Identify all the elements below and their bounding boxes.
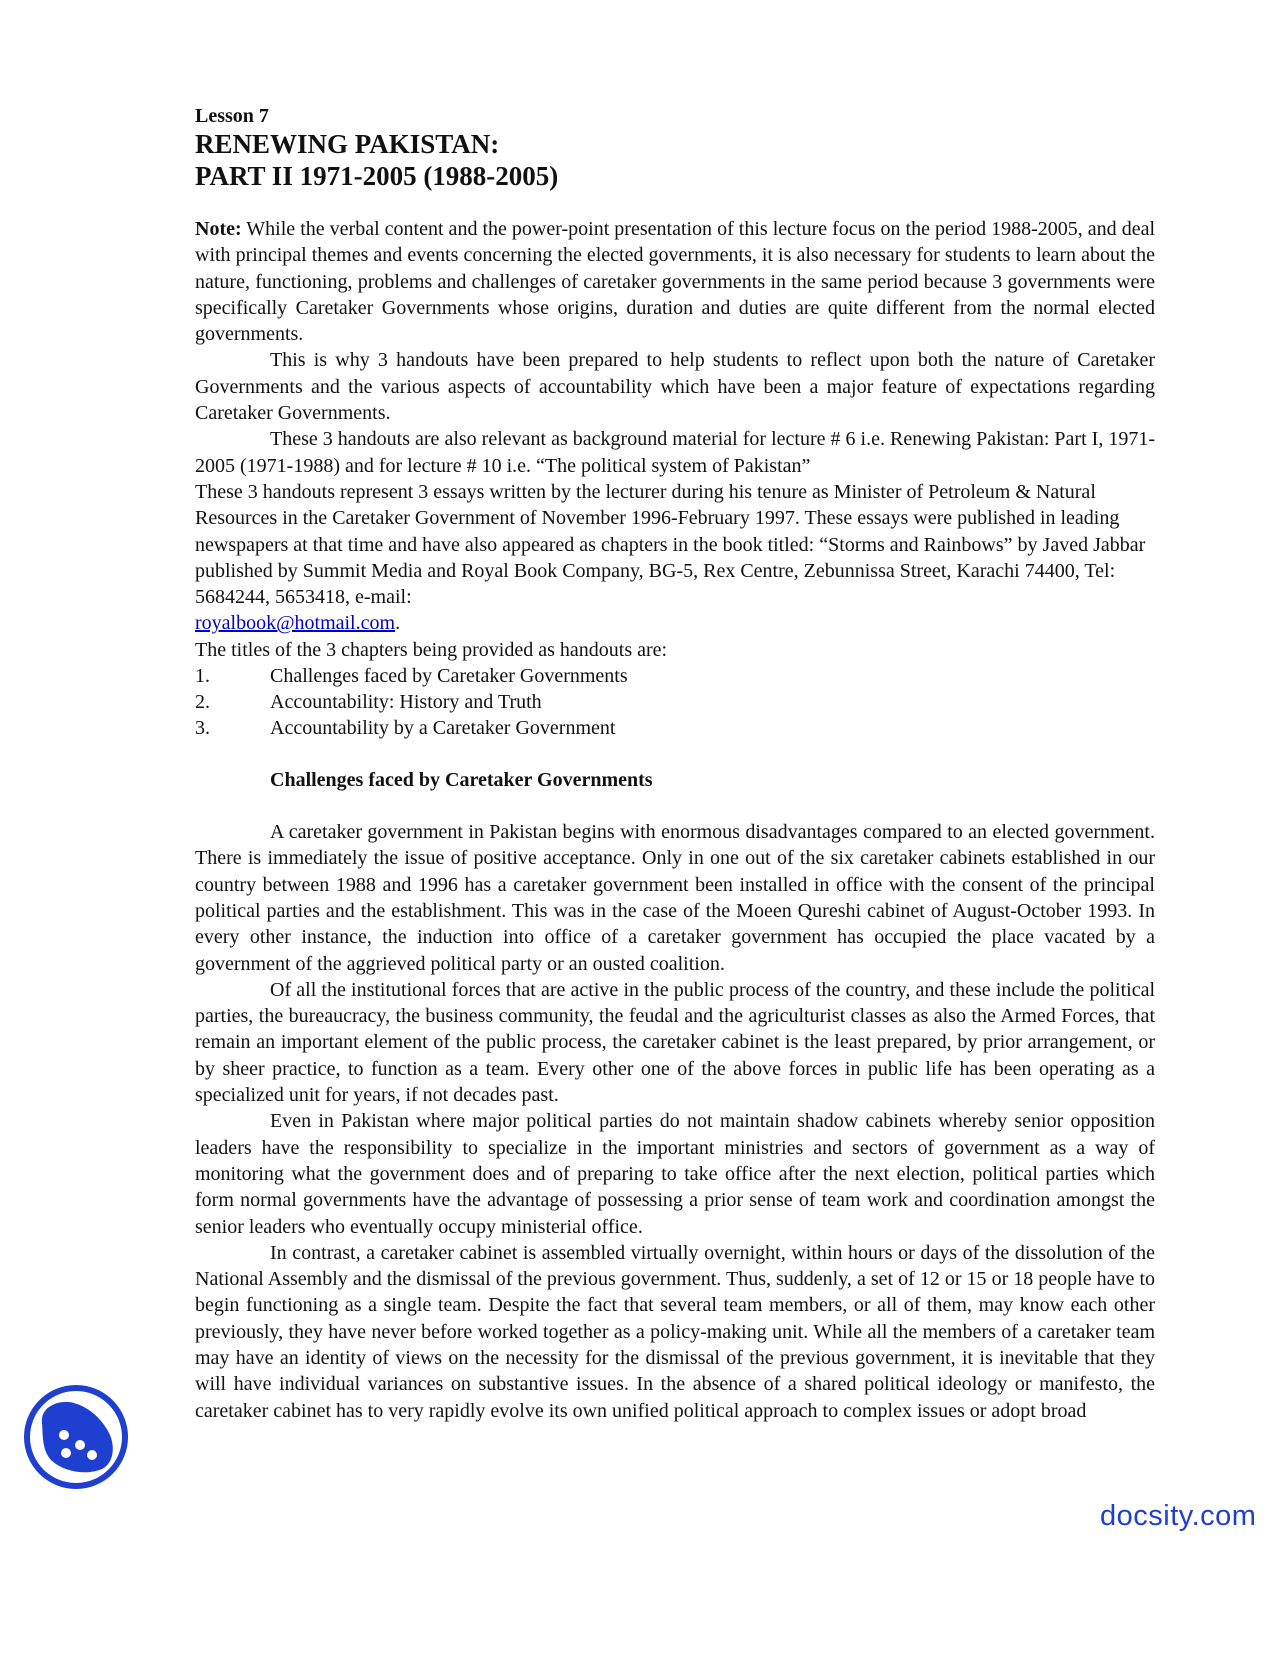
handouts-text: These 3 handouts represent 3 essays written by the lecturer during his tenure as Minister of Petroleum & Natural Resources in the Caretaker Government of November 1996-February 1997. These essays were published in leading newspapers at that time and have also appeared as chapters in the book titled: “Storms and Rainbows” by Javed Jabbar published by Summit Media and Royal Book Company, BG-5, Rex Centre, Zebunnissa Street, Karachi 74400, Tel: 5684244, 5653418, e-mail:	[195, 480, 1146, 609]
list-item	[195, 663, 1155, 689]
titles-intro: The titles of the 3 chapters being provided as handouts are:	[195, 638, 668, 661]
lesson-label: Lesson 7	[195, 105, 269, 127]
list-item-number: 1.	[195, 665, 210, 688]
list-item-number: 2.	[195, 691, 210, 714]
page-title-line1: RENEWING PAKISTAN:	[195, 129, 500, 159]
note-paragraph	[195, 216, 1155, 347]
list-item-title: Challenges faced by Caretaker Governments	[270, 665, 628, 688]
list-item-title: Accountability: History and Truth	[270, 691, 542, 714]
email-suffix: .	[395, 612, 401, 635]
page-title-line2: PART II 1971-2005 (1988-2005)	[195, 161, 559, 191]
docsity-brand-text: docsity.com	[1100, 1500, 1257, 1532]
list-item-number: 3.	[195, 717, 210, 740]
document-page	[195, 104, 1155, 1424]
list-item	[195, 715, 1155, 741]
section-paragraph-1: A caretaker government in Pakistan begins with enormous disadvantages compared to an elected government. There is immediately the issue of positive acceptance. Only in one out of the six caretaker cabinets established in our country between 1988 and 1996 has a caretaker government been installed in office with the consent of the principal political parties and the establishment. This was in the case of the Moeen Qureshi cabinet of August-October 1993. In every other instance, the induction into office of a caretaker government has occupied the place vacated by a government of the aggrieved political party or an ousted coalition.	[195, 821, 1155, 975]
chapter-list	[195, 663, 1155, 741]
section-paragraph-4: In contrast, a caretaker cabinet is assembled virtually overnight, within hours or days of the dissolution of the National Assembly and the dismissal of the previous government. Thus, suddenly, a set of 12 or 15 or 18 people have to begin functioning as a single team. Despite the fact that several team members, or all of them, may know each other previously, they have never before worked together as a policy-making unit. While all the members of a caretaker team may have an identity of views on the necessity for the dismissal of the previous government, it is inevitable that they will have individual variances on substantive issues. In the absence of a shared political ideology or manifesto, the caretaker cabinet has to very rapidly evolve its own unified political approach to complex issues or adopt broad	[195, 1241, 1155, 1422]
handouts-paragraph	[195, 479, 1155, 637]
note-text: While the verbal content and the power-point presentation of this lecture focus on the period 1988-2005, and deal with principal themes and events concerning the elected governments, it is also necessary for students to learn about the nature, functioning, problems and challenges of caretaker governments in the same period because 3 governments were specifically Caretaker Governments whose origins, duration and duties are quite different from the normal elected governments.	[195, 218, 1155, 346]
list-item-title: Accountability by a Caretaker Government	[270, 717, 616, 740]
intro-paragraph-2: These 3 handouts are also relevant as background material for lecture # 6 i.e. Renewing Pakistan: Part I, 1971-2005 (1971-1988) and for lecture # 10 i.e. “The political system of Pakistan”	[195, 428, 1155, 477]
section-paragraph-2: Of all the institutional forces that are active in the public process of the country, and these include the political parties, the bureaucracy, the business community, the feudal and the agriculturist classes as also the Armed Forces, that remain an important element of the public process, the caretaker cabinet is the least prepared, by prior arrangement, or by sheer practice, to function as a team. Every other one of the above forces in public life has been operating as a specialized unit for years, if not decades past.	[195, 978, 1155, 1107]
note-label: Note:	[195, 218, 242, 240]
list-item	[195, 689, 1155, 715]
intro-paragraph-1: This is why 3 handouts have been prepared to help students to reflect upon both the nature of Caretaker Governments and the various aspects of accountability which have been a major feature of expectations regarding Caretaker Governments.	[195, 349, 1155, 425]
section-heading: Challenges faced by Caretaker Governments	[270, 769, 653, 792]
section-paragraph-3: Even in Pakistan where major political parties do not maintain shadow cabinets whereby senior opposition leaders have the responsibility to specialize in the important ministries and sectors of government as a way of monitoring what the government does and of preparing to take office after the next election, political parties which form normal governments have the advantage of possessing a prior sense of team work and coordination amongst the senior leaders who eventually occupy ministerial office.	[195, 1110, 1155, 1238]
email-link[interactable]: royalbook@hotmail.com	[195, 612, 396, 635]
docsity-logo-icon	[22, 1383, 130, 1491]
